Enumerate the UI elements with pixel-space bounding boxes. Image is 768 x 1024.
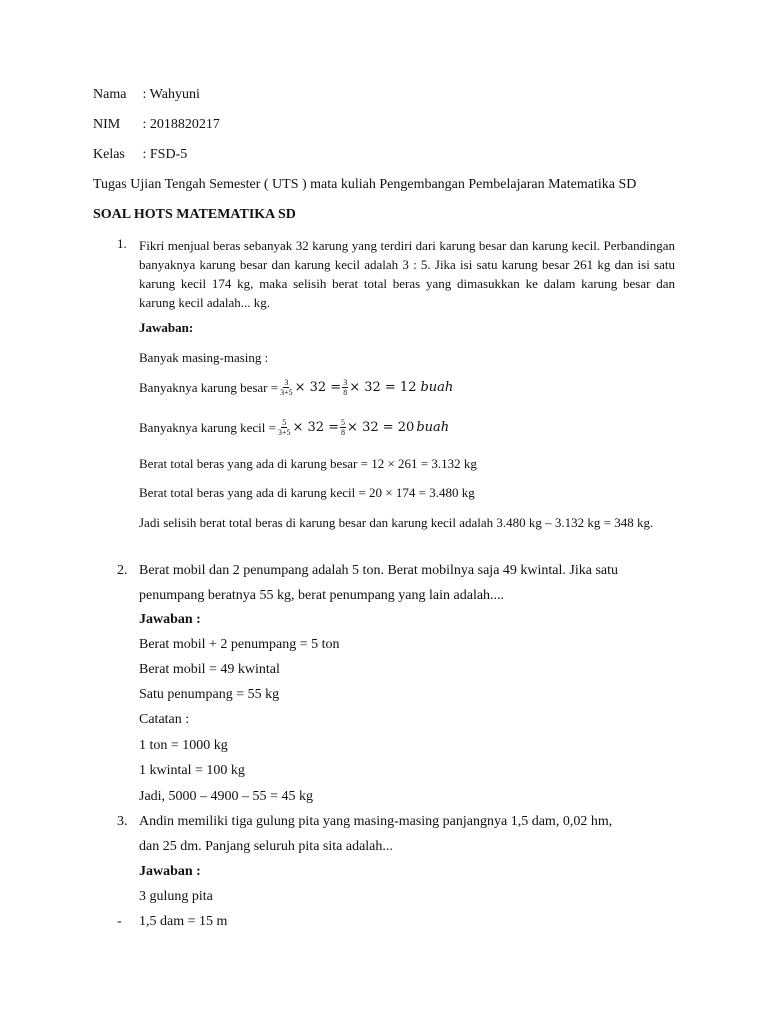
q3-bullet-line: 1,5 dam = 15 m: [139, 914, 228, 929]
q3-text-line1: Andin memiliki tiga gulung pita yang masing-masing panjangnya 1,5 dam, 0,02 hm,: [139, 814, 613, 829]
besar-prefix: Banyaknya karung besar =: [139, 379, 279, 395]
besar-mid: × 32 =: [294, 380, 342, 395]
q1-banyak-line: Banyak masing-masing :: [139, 350, 269, 365]
kelas-label: Kelas: [93, 147, 125, 162]
q2-line: 1 ton = 1000 kg: [139, 738, 228, 753]
besar-frac2-den: 8: [343, 388, 348, 397]
kecil-fraction-1: [277, 418, 292, 437]
q1-total-kecil: Berat total beras yang ada di karung kecil = 20 × 174 = 3.480 kg: [139, 485, 475, 500]
kecil-fraction-2: [340, 418, 346, 437]
q3-text-line2: dan 25 dm. Panjang seluruh pita sita adalah...: [139, 839, 393, 854]
q2-line: Berat mobil + 2 penumpang = 5 ton: [139, 637, 340, 652]
bullet-dash: -: [117, 914, 122, 929]
section-title: SOAL HOTS MATEMATIKA SD: [93, 207, 296, 222]
q1-conclusion: Jadi selisih berat total beras di karung besar dan karung kecil adalah 3.480 kg – 3.132 kg = 348 kg.: [139, 515, 654, 530]
nim-row: [93, 117, 220, 133]
kelas-row: [93, 147, 187, 163]
nim-label: NIM: [93, 117, 121, 132]
kecil-frac2-den: 8: [341, 428, 346, 437]
q1-number: 1.: [117, 236, 127, 251]
kecil-frac1-den: 3+5: [277, 428, 291, 437]
nama-label: Nama: [93, 87, 127, 102]
kecil-prefix: Banyaknya karung kecil =: [139, 419, 276, 435]
kecil-mid: × 32 =: [292, 420, 340, 435]
q1-kecil-formula: [139, 418, 449, 437]
q2-text-line2: penumpang beratnya 55 kg, berat penumpang yang lain adalah....: [139, 588, 505, 603]
task-line: Tugas Ujian Tengah Semester ( UTS ) mata kuliah Pengembangan Pembelajaran Matematika SD: [93, 177, 637, 192]
q2-line: Jadi, 5000 – 4900 – 55 = 45 kg: [139, 789, 313, 804]
q2-line: Catatan :: [139, 712, 190, 727]
besar-frac2-num: 3: [343, 378, 348, 387]
nama-value: : Wahyuni: [142, 87, 200, 102]
kelas-value: : FSD-5: [142, 147, 188, 162]
q3-number: 3.: [117, 814, 128, 829]
q3-gulung-line: 3 gulung pita: [139, 889, 213, 904]
kecil-unit: buah: [416, 420, 450, 435]
besar-fraction-1: [279, 378, 294, 397]
kecil-frac2-num: 5: [341, 418, 346, 427]
q2-answer-label: Jawaban :: [139, 612, 201, 627]
besar-frac1-num: 3: [284, 378, 289, 387]
q2-text-line1: Berat mobil dan 2 penumpang adalah 5 ton. Berat mobilnya saja 49 kwintal. Jika satu: [139, 563, 619, 578]
q1-besar-formula: [139, 378, 453, 397]
besar-tail: × 32 = 12: [349, 380, 417, 395]
q2-line: 1 kwintal = 100 kg: [139, 763, 245, 778]
besar-fraction-2: [342, 378, 348, 397]
q1-total-besar: Berat total beras yang ada di karung besar = 12 × 261 = 3.132 kg: [139, 456, 477, 471]
q2-line: Berat mobil = 49 kwintal: [139, 662, 280, 677]
q1-text: Fikri menjual beras sebanyak 32 karung yang terdiri dari karung besar dan karung kecil. Perbandingan banyaknya karung besar dan karung kecil adalah 3 : 5. Jika isi satu karung besar 261 kg dan isi satu karung kecil 174 kg, maka selisih berat total beras yang dimasukkan ke dalam karung besar dan karung kecil adalah... kg.: [139, 238, 675, 310]
q2-line: Satu penumpang = 55 kg: [139, 687, 280, 702]
q3-answer-label: Jawaban :: [139, 864, 201, 879]
kecil-tail: × 32 = 20: [347, 420, 415, 435]
nama-row: [93, 87, 200, 103]
kecil-frac1-num: 5: [282, 418, 287, 427]
besar-frac1-den: 3+5: [280, 388, 293, 397]
q1-answer-label: Jawaban:: [139, 320, 194, 335]
nim-value: : 2018820217: [142, 117, 220, 132]
besar-unit: buah: [420, 380, 454, 395]
q2-number: 2.: [117, 563, 128, 578]
